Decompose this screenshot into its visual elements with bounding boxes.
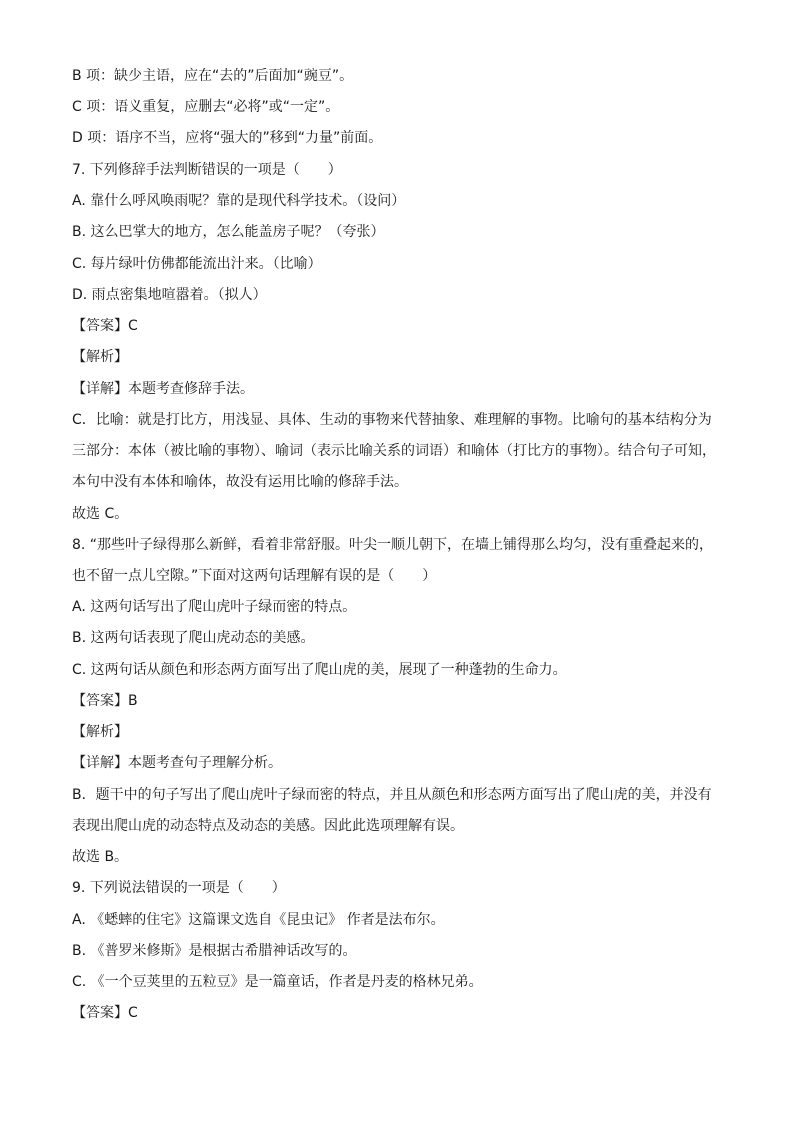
detail-label: 【详解】本题考查句子理解分析。: [72, 755, 282, 771]
text-line: C 项：语义重复，应删去“必将”或“一定”。: [72, 99, 340, 115]
option-c: C. 每片绿叶仿佛都能流出汁来。（比喻）: [72, 256, 322, 272]
analysis-label: 【解析】: [72, 349, 128, 365]
conclusion-line: 故选 C。: [72, 506, 129, 522]
question-9-stem: 9. 下列说法错误的一项是（ ）: [72, 880, 286, 896]
option-a: A. 《蟋蟀的住宅》这篇课文选自《昆虫记》 作者是法布尔。: [72, 912, 445, 928]
option-c: C. 这两句话从颜色和形态两方面写出了爬山虎的美，展现了一种蓬勃的生命力。: [72, 662, 567, 678]
answer-label: 【答案】B: [72, 693, 138, 709]
option-b: B. 这么巴掌大的地方，怎么能盖房子呢？（夸张）: [72, 224, 385, 240]
text-line: B．题干中的句子写出了爬山虎叶子绿而密的特点，并且从颜色和形态两方面写出了爬山虎的美，并没有: [72, 787, 712, 803]
option-a: A. 这两句话写出了爬山虎叶子绿而密的特点。: [72, 599, 357, 615]
option-b: B. 这两句话表现了爬山虎动态的美感。: [72, 630, 315, 646]
analysis-label: 【解析】: [72, 724, 128, 740]
text-line: C．比喻：就是打比方，用浅显、具体、生动的事物来代替抽象、难理解的事物。比喻句的基本结构分为: [72, 412, 712, 428]
question-8-stem: 也不留一点儿空隙。”下面对这两句话理解有误的是（ ）: [72, 568, 437, 584]
text-line: 三部分：本体（被比喻的事物）、喻词（表示比喻关系的词语）和喻体（打比方的事物）。结合句子可知，: [72, 443, 716, 459]
option-d: D. 雨点密集地喧嚣着。（拟人）: [72, 287, 267, 303]
text-line: D 项：语序不当，应将“强大的”移到“力量”前面。: [72, 130, 383, 146]
text-line: 表现出爬山虎的动态特点及动态的美感。因此此选项理解有误。: [72, 818, 464, 834]
answer-label: 【答案】C: [72, 318, 138, 334]
option-a: A. 靠什么呼风唤雨呢？靠的是现代科学技术。（设问）: [72, 193, 406, 209]
question-8-stem: 8. “那些叶子绿得那么新鲜，看着非常舒服。叶尖一顺儿朝下，在墙上铺得那么均匀，没有重叠起来的，: [72, 537, 714, 553]
answer-label: 【答案】C: [72, 1005, 138, 1021]
text-line: B 项：缺少主语，应在“去的”后面加“豌豆”。: [72, 68, 354, 84]
option-b: B. 《普罗米修斯》是根据古希腊神话改写的。: [72, 943, 357, 959]
detail-label: 【详解】本题考查修辞手法。: [72, 381, 254, 397]
conclusion-line: 故选 B。: [72, 849, 129, 865]
option-c: C. 《一个豆荚里的五粒豆》是一篇童话，作者是丹麦的格林兄弟。: [72, 974, 483, 990]
question-7-stem: 7. 下列修辞手法判断错误的一项是（ ）: [72, 162, 342, 178]
text-line: 本句中没有本体和喻体，故没有运用比喻的修辞手法。: [72, 474, 408, 490]
